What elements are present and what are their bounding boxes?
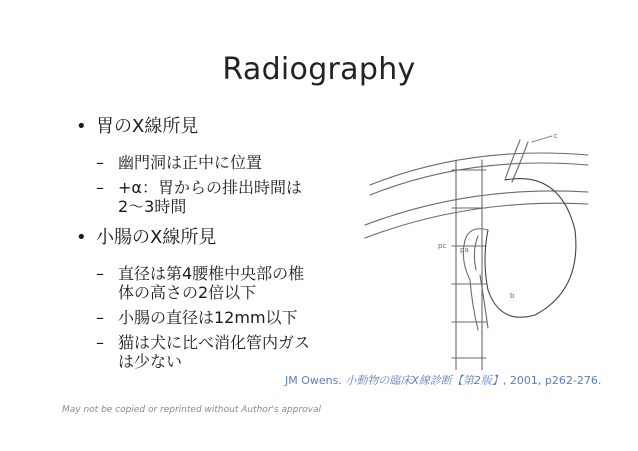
- label-pointer: [532, 136, 552, 142]
- sub-bullet-item: [70, 333, 370, 371]
- esophagus: [505, 140, 520, 180]
- sub-bullet-line: 2～3時間: [118, 197, 187, 216]
- citation: [285, 372, 601, 388]
- sub-bullet-item: [70, 153, 370, 172]
- sub-bullet-marker: –: [96, 333, 104, 352]
- citation-rest: , 2001, p262-276.: [502, 374, 602, 387]
- stomach-radiograph-illustration: [360, 130, 590, 370]
- label-b: b: [510, 292, 515, 300]
- sub-bullet-marker: –: [96, 153, 104, 172]
- rib-line: [370, 163, 588, 195]
- sub-bullet-item: [70, 264, 370, 302]
- label-c: c: [554, 132, 558, 140]
- citation-author: JM Owens.: [285, 374, 342, 387]
- stomach-outline: [485, 179, 576, 318]
- sub-bullet-line: は少ない: [118, 352, 183, 371]
- rib-line: [370, 153, 588, 185]
- sub-bullet-marker: –: [96, 178, 104, 197]
- bullet-text: 小腸のX線所見: [96, 227, 217, 248]
- esophagus: [512, 142, 528, 182]
- sub-bullet-item: [70, 308, 370, 327]
- sub-bullet-line: 体の高さの2倍以下: [118, 283, 257, 302]
- pylorus: [463, 229, 488, 280]
- label-pc: pc: [438, 242, 447, 250]
- sub-bullet-line: +α：胃からの排出時間は: [118, 178, 302, 197]
- sub-bullet-line: 猫は犬に比べ消化管内ガス: [118, 333, 311, 352]
- bullet-group-intestine: [70, 226, 370, 371]
- sub-bullet-marker: –: [96, 264, 104, 283]
- bullet-group-stomach: [70, 115, 370, 216]
- sub-bullet-text: 幽門洞は正中に位置: [118, 153, 263, 172]
- label-pa: pa: [460, 246, 469, 254]
- bullet-marker: •: [76, 227, 87, 248]
- bullet-list: [70, 115, 370, 381]
- pylorus: [474, 236, 478, 270]
- sub-bullet-marker: –: [96, 308, 104, 327]
- slide-title: Radiography: [222, 52, 416, 87]
- bullet-text: 胃のX線所見: [96, 116, 199, 137]
- sub-bullet-item: [70, 178, 370, 216]
- bullet-item: [70, 115, 370, 139]
- citation-book: 小動物の臨床X線診断【第2版】: [345, 374, 503, 387]
- sub-bullet-line: 直径は第4腰椎中央部の椎: [118, 264, 305, 283]
- bullet-marker: •: [76, 116, 87, 137]
- bullet-item: [70, 226, 370, 250]
- vertebra-lines: [452, 170, 486, 358]
- copyright-notice: May not be copied or reprinted without Author's approval: [62, 405, 322, 415]
- sub-bullet-text: 小腸の直径は12mm以下: [118, 308, 298, 327]
